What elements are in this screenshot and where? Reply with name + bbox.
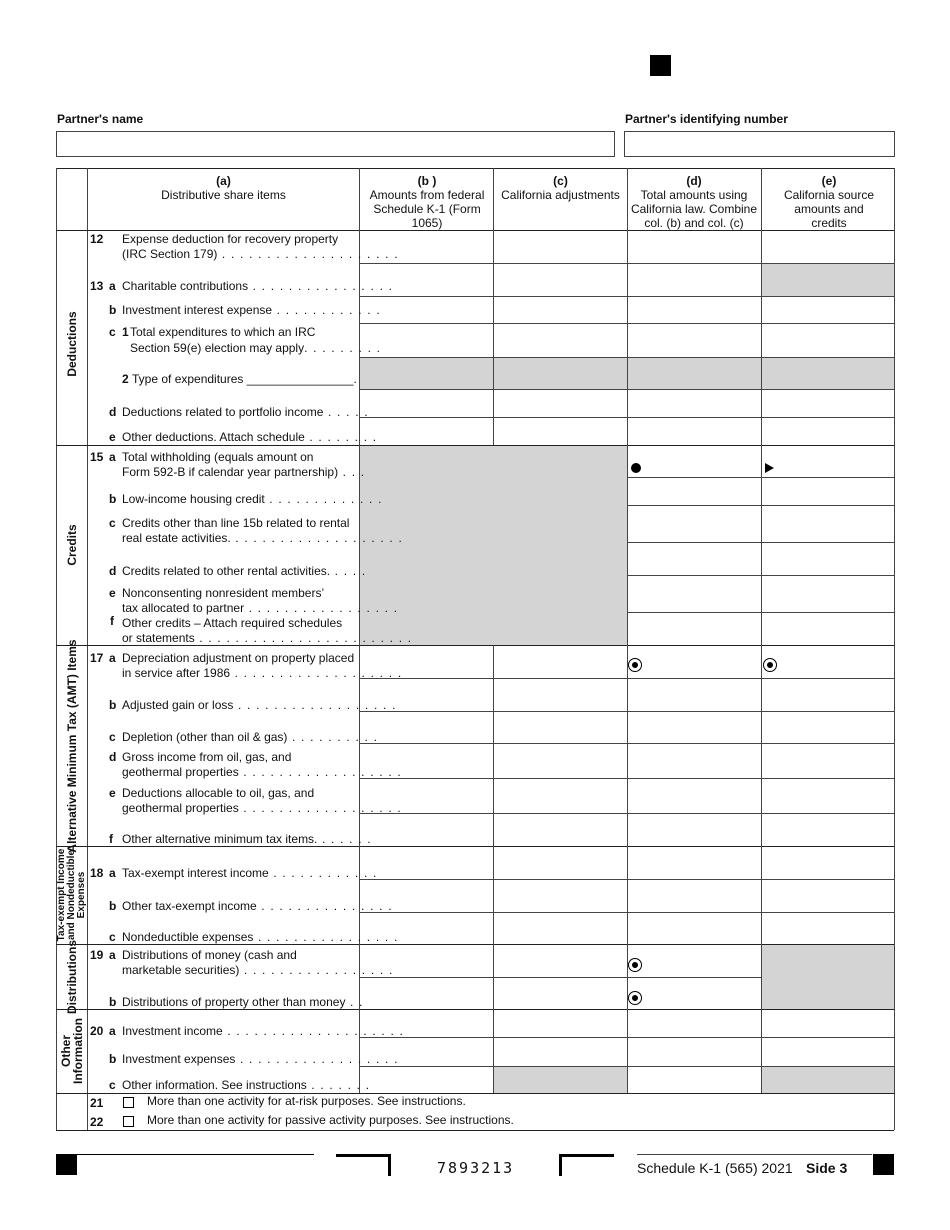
line-19a-text2: marketable securities) . . . . . . . . . . . . . . . . . — [122, 963, 394, 977]
col-d-header: (d) Total amounts using California law. Combine col. (b) and col. (c) — [630, 174, 758, 230]
registration-mark-bottom-right — [873, 1154, 894, 1175]
grid-line — [359, 1037, 894, 1038]
line-20a-text: Investment income . . . . . . . . . . . . . . . . . . . . — [122, 1024, 405, 1038]
grid-line — [359, 678, 894, 679]
line-19b-text: Distributions of property other than money . . — [122, 995, 364, 1009]
arrow-right-icon — [765, 463, 774, 473]
form-name: Schedule K-1 (565) 2021 — [637, 1160, 793, 1176]
registration-mark-top — [650, 55, 671, 76]
barcode-bracket-left — [336, 1154, 391, 1176]
line-15c-text: Credits other than line 15b related to rental — [122, 516, 350, 530]
grid-line — [359, 711, 894, 712]
line-20b-text: Investment expenses . . . . . . . . . . . . . . . . . . — [122, 1052, 399, 1066]
line-13b-text: Investment interest expense . . . . . . . . . . . . — [122, 303, 381, 317]
line-15c-text2: real estate activities. . . . . . . . . . . . . . . . . . . . — [122, 531, 404, 545]
line-12-text2: (IRC Section 179) . . . . . . . . . . . . . . . . . . . . — [122, 247, 399, 261]
line-15a-text: Total withholding (equals amount on — [122, 450, 314, 464]
line-17d-letter: d — [109, 750, 117, 764]
grid-line — [493, 645, 494, 1093]
footer-rule-right — [637, 1154, 872, 1155]
line-20b-letter: b — [109, 1052, 117, 1066]
grid-line — [493, 168, 494, 445]
line-13a-text: Charitable contributions . . . . . . . . . . . . . . . . — [122, 279, 394, 293]
line-18-number: 18 — [90, 866, 104, 880]
line-17d-text: Gross income from oil, gas, and — [122, 750, 292, 764]
line-20-number: 20 — [90, 1024, 104, 1038]
section-credits: Credits — [65, 524, 79, 566]
shade-20c-c — [493, 1066, 627, 1093]
line-18a-letter: a — [109, 866, 116, 880]
grid-line — [359, 879, 894, 880]
barcode-bracket-right — [559, 1154, 614, 1176]
line-18b-text: Other tax-exempt income . . . . . . . . . . . . . . . — [122, 899, 393, 913]
line-22-text: More than one activity for passive activity purposes. See instructions. — [147, 1113, 514, 1127]
col-b-header: (b ) Amounts from federal Schedule K-1 (Form 1065) — [369, 174, 485, 230]
line-17e-letter: e — [109, 786, 116, 800]
line-15f-letter: f — [110, 614, 114, 628]
line-17a-letter: a — [109, 651, 116, 665]
page-side: Side 3 — [806, 1160, 848, 1176]
shade-20c-e — [761, 1066, 894, 1093]
grid-line — [894, 168, 895, 1130]
line-12-number: 12 — [90, 232, 104, 246]
grid-line — [359, 417, 894, 418]
partner-id-field[interactable] — [624, 131, 895, 157]
line-13a-letter: a — [109, 279, 116, 293]
checkbox-icon[interactable] — [123, 1116, 134, 1127]
grid-line — [359, 743, 894, 744]
line-15a-letter: a — [109, 450, 116, 464]
grid-line — [56, 168, 894, 169]
grid-line — [56, 1130, 894, 1131]
line-13e-text: Other deductions. Attach schedule . . . . . . . . — [122, 430, 378, 444]
grid-line — [359, 389, 894, 390]
grid-line — [761, 168, 762, 1093]
grid-line — [627, 612, 894, 613]
grid-line — [627, 505, 894, 506]
line-17-number: 17 — [90, 651, 104, 665]
grid-line — [56, 445, 894, 446]
line-19a-letter: a — [109, 948, 116, 962]
grid-line — [56, 230, 894, 231]
line-13c2-text: Type of expenditures ________________. — [132, 372, 357, 386]
grid-line — [627, 542, 894, 543]
section-distributions: Distributions — [65, 940, 79, 1014]
grid-line — [359, 977, 761, 978]
shade-13a-e — [761, 264, 894, 296]
line-17f-letter: f — [109, 832, 113, 846]
registration-mark-bottom-left — [56, 1154, 77, 1175]
line-20c-letter: c — [109, 1078, 116, 1092]
line-17a-text2: in service after 1986 . . . . . . . . . . . . . . . . . . . — [122, 666, 403, 680]
line-21-number: 21 — [90, 1096, 104, 1110]
line-17c-letter: c — [109, 730, 116, 744]
grid-line — [359, 296, 894, 297]
line-17b-letter: b — [109, 698, 117, 712]
section-other-information: Other Information — [59, 1018, 85, 1084]
col-c-header: (c) California adjustments — [501, 174, 620, 202]
line-12-text: Expense deduction for recovery property — [122, 232, 339, 246]
line-15b-letter: b — [109, 492, 117, 506]
line-17d-text2: geothermal properties . . . . . . . . . . . . . . . . . . — [122, 765, 402, 779]
line-13c2-sub: 2 — [122, 372, 129, 386]
grid-line — [359, 912, 894, 913]
line-17b-text: Adjusted gain or loss . . . . . . . . . . . . . . . . . . — [122, 698, 397, 712]
line-13d-text: Deductions related to portfolio income . . . . . — [122, 405, 369, 419]
grid-line — [359, 357, 894, 358]
line-20a-letter: a — [109, 1024, 116, 1038]
line-18b-letter: b — [109, 899, 117, 913]
section-tax-exempt: Tax-exempt Income and Nondeductible Expenses — [56, 848, 87, 942]
footer-rule — [77, 1154, 314, 1155]
line-13c1-text2: Section 59(e) election may apply. . . . . . . . . — [130, 341, 382, 355]
grid-line — [87, 168, 88, 1130]
line-17f-text: Other alternative minimum tax items. . . . . . . — [122, 832, 372, 846]
line-17e-text2: geothermal properties . . . . . . . . . . . . . . . . . . — [122, 801, 402, 815]
line-19-number: 19 — [90, 948, 104, 962]
line-18a-text: Tax-exempt interest income . . . . . . . . . . . . — [122, 866, 378, 880]
line-15b-text: Low-income housing credit . . . . . . . . . . . . . — [122, 492, 383, 506]
line-15d-text: Credits related to other rental activities. . . . . — [122, 564, 367, 578]
line-21-text: More than one activity for at-risk purposes. See instructions. — [147, 1094, 466, 1108]
line-19b-letter: b — [109, 995, 117, 1009]
line-15e-text2: tax allocated to partner . . . . . . . . . . . . . . . . . — [122, 601, 399, 615]
line-17c-text: Depletion (other than oil & gas) . . . . . . . . . . — [122, 730, 379, 744]
col-e-header: (e) California source amounts and credits — [783, 174, 875, 230]
line-15f-text2: or statements . . . . . . . . . . . . . . . . . . . . . . . . — [122, 631, 413, 645]
radio-marker-icon — [763, 658, 777, 672]
line-13c1-sub: 1 — [122, 325, 129, 339]
line-13c1-text: Total expenditures to which an IRC — [130, 325, 316, 339]
line-15d-letter: d — [109, 564, 117, 578]
grid-line — [359, 1066, 894, 1067]
line-15-number: 15 — [90, 450, 104, 464]
line-13e-letter: e — [109, 430, 116, 444]
line-15a-text2: Form 592-B if calendar year partnership) . . . — [122, 465, 366, 479]
line-13d-letter: d — [109, 405, 117, 419]
grid-line — [56, 168, 57, 1130]
section-amt: Alternative Minimum Tax (AMT) Items — [65, 639, 79, 853]
line-13b-letter: b — [109, 303, 117, 317]
line-15e-text: Nonconsenting nonresident members’ — [122, 586, 325, 600]
checkbox-icon[interactable] — [123, 1097, 134, 1108]
radio-marker-icon — [628, 658, 642, 672]
line-18c-text: Nondeductible expenses . . . . . . . . . . . . . . . . — [122, 930, 399, 944]
line-18c-letter: c — [109, 930, 116, 944]
line-17a-text: Depreciation adjustment on property placed — [122, 651, 355, 665]
partner-name-label: Partner's name — [57, 112, 144, 126]
grid-line — [627, 575, 894, 576]
partner-name-field[interactable] — [56, 131, 615, 157]
line-19a-text: Distributions of money (cash and — [122, 948, 297, 962]
line-17e-text: Deductions allocable to oil, gas, and — [122, 786, 315, 800]
col-a-header: (a) Distributive share items — [161, 174, 286, 202]
line-15f-text: Other credits – Attach required schedules — [122, 616, 343, 630]
grid-line — [627, 477, 894, 478]
grid-line — [359, 778, 894, 779]
filled-circle-icon — [631, 463, 641, 473]
line-13-number: 13 — [90, 279, 104, 293]
radio-marker-icon — [628, 958, 642, 972]
line-13c-letter: c — [109, 325, 116, 339]
shade-19-e — [761, 944, 894, 1009]
grid-line — [627, 168, 628, 1093]
grid-line — [359, 263, 894, 264]
line-15c-letter: c — [109, 516, 116, 530]
grid-line — [359, 323, 894, 324]
grid-line — [359, 813, 894, 814]
line-15e-letter: e — [109, 586, 116, 600]
section-deductions: Deductions — [65, 311, 79, 377]
line-20c-text: Other information. See instructions . . . . . . . — [122, 1078, 371, 1092]
line-22-number: 22 — [90, 1115, 104, 1129]
radio-marker-icon — [628, 991, 642, 1005]
barcode-number: 7893213 — [437, 1159, 515, 1177]
partner-id-label: Partner's identifying number — [625, 112, 788, 126]
